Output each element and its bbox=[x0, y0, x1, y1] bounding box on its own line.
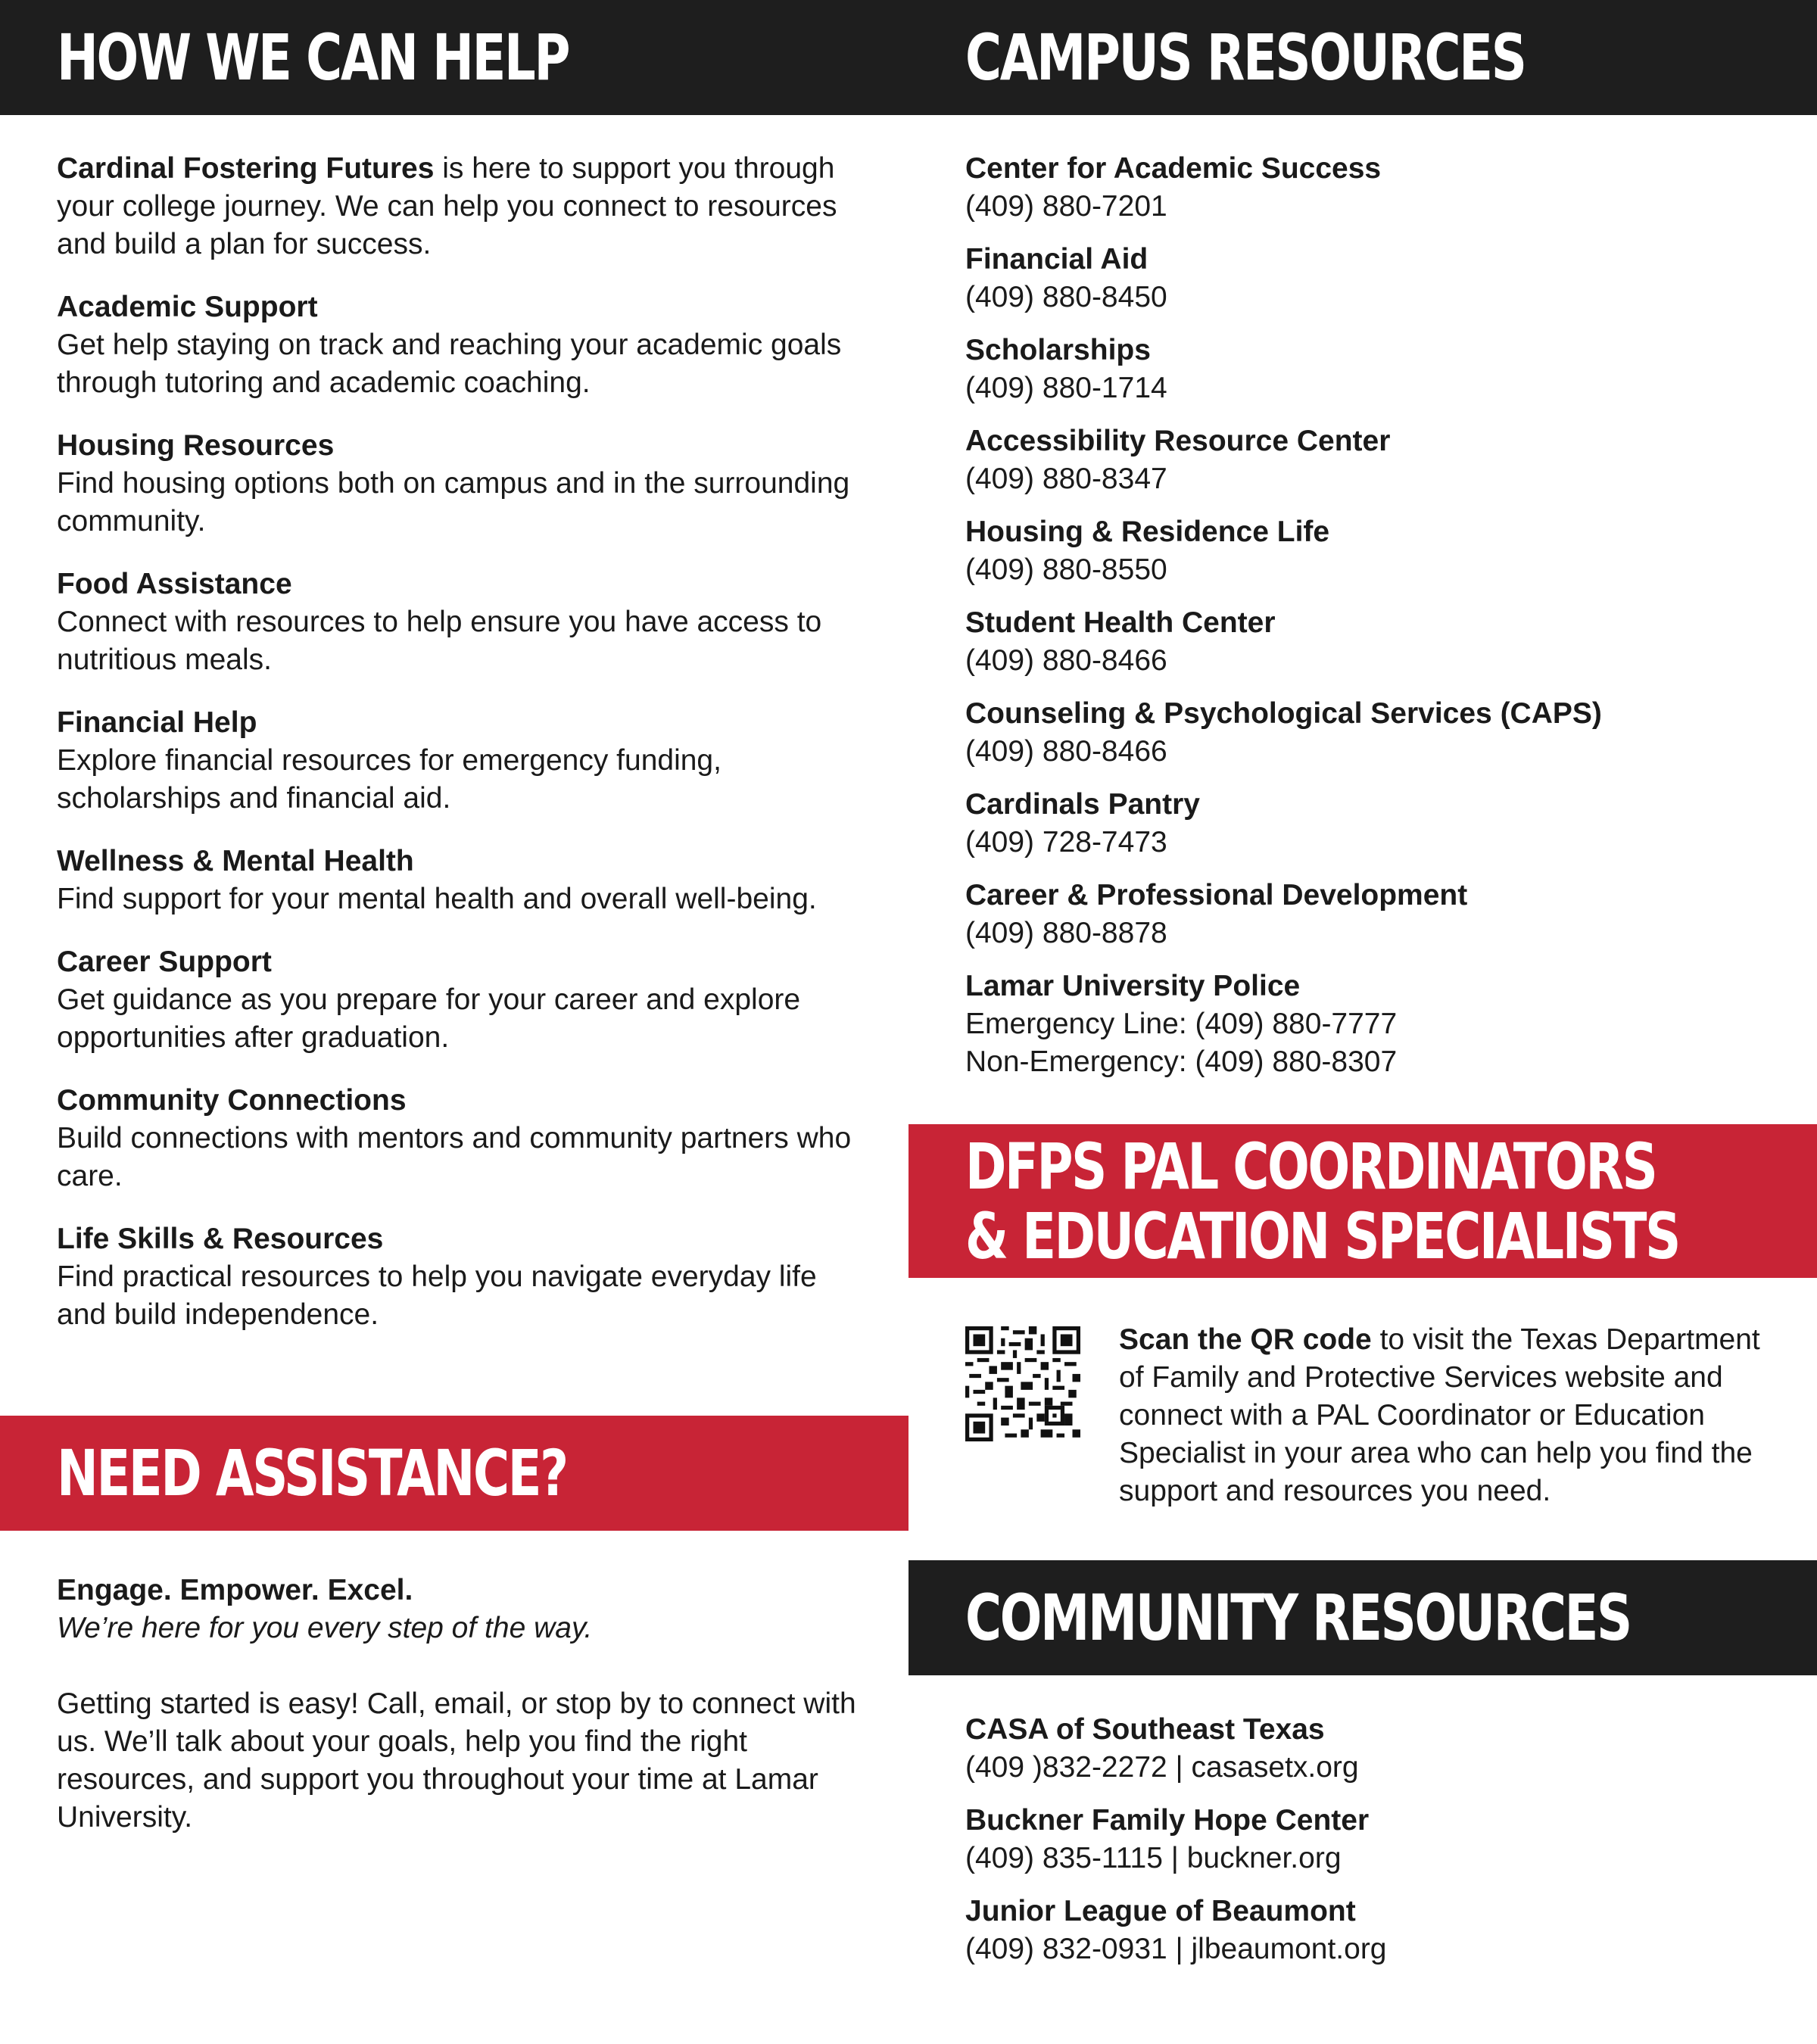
service-item bbox=[57, 1220, 859, 1334]
dfps-heading-line1: DFPS PAL COORDINATORS bbox=[965, 1129, 1656, 1204]
campus-resource bbox=[965, 422, 1768, 498]
campus-resource bbox=[965, 604, 1768, 680]
resource-name: Housing & Residence Life bbox=[965, 516, 1330, 548]
resource-phone: (409) 880-8466 bbox=[965, 735, 1167, 768]
help-intro bbox=[57, 150, 859, 263]
assistance-body: Getting started is easy! Call, email, or stop by to connect with us. We’ll talk about your goals, help you find the right resources, and support you throughout your time at Lamar University. bbox=[57, 1687, 856, 1834]
how-we-can-help-banner bbox=[0, 0, 908, 115]
police-non-emergency-line: Non-Emergency: (409) 880-8307 bbox=[965, 1045, 1398, 1078]
qr-description bbox=[1119, 1321, 1785, 1510]
right-column bbox=[908, 0, 1817, 2044]
need-assistance-banner bbox=[0, 1416, 908, 1531]
service-title: Academic Support bbox=[57, 291, 318, 323]
service-title: Life Skills & Resources bbox=[57, 1223, 384, 1255]
service-title: Housing Resources bbox=[57, 429, 335, 462]
resource-phone: (409) 880-7201 bbox=[965, 190, 1167, 223]
program-name: Cardinal Fostering Futures bbox=[57, 152, 435, 185]
resource-name: Counseling & Psychological Services (CAPS) bbox=[965, 697, 1602, 730]
campus-resources-list bbox=[965, 150, 1768, 1096]
campus-resource bbox=[965, 877, 1768, 952]
service-title: Community Connections bbox=[57, 1084, 407, 1117]
resource-name: Financial Aid bbox=[965, 243, 1148, 276]
resource-name: Junior League of Beaumont bbox=[965, 1895, 1356, 1927]
resource-name: Center for Academic Success bbox=[965, 152, 1382, 185]
campus-resource bbox=[965, 332, 1768, 407]
qr-code-icon[interactable] bbox=[965, 1326, 1080, 1441]
service-title: Wellness & Mental Health bbox=[57, 845, 414, 877]
need-assistance-heading: NEED ASSISTANCE? bbox=[57, 1436, 567, 1510]
resource-phone: (409) 880-8466 bbox=[965, 644, 1167, 677]
service-desc: Connect with resources to help ensure you have access to nutritious meals. bbox=[57, 606, 822, 676]
resource-phone: (409) 880-8878 bbox=[965, 917, 1167, 949]
service-desc: Build connections with mentors and community partners who care. bbox=[57, 1122, 852, 1192]
resource-name: Accessibility Resource Center bbox=[965, 425, 1391, 457]
service-title: Financial Help bbox=[57, 706, 257, 739]
qr-body: to visit the Texas Department of Family and Protective Services website and connect with a PAL Coordinator or Education Specialist in your area who can help you find the support and resources you need. bbox=[1119, 1323, 1760, 1507]
campus-resource bbox=[965, 786, 1768, 862]
service-title: Food Assistance bbox=[57, 568, 292, 600]
campus-resource bbox=[965, 695, 1768, 771]
resource-name: Scholarships bbox=[965, 334, 1151, 366]
assistance-tagline: Engage. Empower. Excel. bbox=[57, 1574, 413, 1606]
resource-name: CASA of Southeast Texas bbox=[965, 1713, 1325, 1746]
resource-phone: (409) 880-8450 bbox=[965, 281, 1167, 313]
resource-phone: (409) 880-8550 bbox=[965, 553, 1167, 586]
service-desc: Find support for your mental health and overall well-being. bbox=[57, 883, 817, 915]
campus-resources-banner bbox=[908, 0, 1817, 115]
police-emergency-line: Emergency Line: (409) 880-7777 bbox=[965, 1008, 1398, 1040]
campus-resource-police bbox=[965, 967, 1768, 1081]
left-column bbox=[0, 0, 908, 2044]
intro-text: is here to support you through your college journey. We can help you connect to resources and build a plan for success. bbox=[57, 152, 837, 260]
service-item bbox=[57, 943, 859, 1057]
resource-contact: (409) 835-1115 | buckner.org bbox=[965, 1842, 1342, 1874]
community-resource bbox=[965, 1711, 1768, 1787]
resource-name: Lamar University Police bbox=[965, 970, 1301, 1002]
community-resource bbox=[965, 1893, 1768, 1968]
community-resource bbox=[965, 1802, 1768, 1877]
resource-contact: (409 )832-2272 | casasetx.org bbox=[965, 1751, 1359, 1784]
campus-resource bbox=[965, 241, 1768, 316]
service-item bbox=[57, 843, 859, 918]
service-item bbox=[57, 566, 859, 679]
resource-name: Career & Professional Development bbox=[965, 879, 1468, 911]
campus-resources-heading: CAMPUS RESOURCES bbox=[965, 20, 1526, 95]
service-desc: Find practical resources to help you navigate everyday life and build independence. bbox=[57, 1260, 817, 1331]
service-title: Career Support bbox=[57, 946, 272, 978]
qr-instruction: Scan the QR code bbox=[1119, 1323, 1372, 1356]
help-section bbox=[57, 150, 859, 1359]
service-item bbox=[57, 288, 859, 402]
service-desc: Get guidance as you prepare for your career and explore opportunities after graduation. bbox=[57, 983, 801, 1054]
service-item bbox=[57, 427, 859, 541]
service-desc: Find housing options both on campus and in the surrounding community. bbox=[57, 467, 850, 537]
campus-resource bbox=[965, 513, 1768, 589]
resource-contact: (409) 832-0931 | jlbeaumont.org bbox=[965, 1933, 1387, 1965]
community-resources-banner bbox=[908, 1560, 1817, 1675]
dfps-heading-line2: & EDUCATION SPECIALISTS bbox=[965, 1198, 1679, 1273]
community-resources-heading: COMMUNITY RESOURCES bbox=[965, 1581, 1631, 1655]
campus-resource bbox=[965, 150, 1768, 226]
resource-name: Student Health Center bbox=[965, 606, 1276, 639]
service-item bbox=[57, 1082, 859, 1195]
community-resources-list bbox=[965, 1711, 1768, 1983]
service-desc: Explore financial resources for emergency funding, scholarships and financial aid. bbox=[57, 744, 722, 815]
resource-name: Buckner Family Hope Center bbox=[965, 1804, 1370, 1837]
service-desc: Get help staying on track and reaching your academic goals through tutoring and academic coaching. bbox=[57, 329, 842, 399]
service-item bbox=[57, 704, 859, 818]
how-we-can-help-heading: HOW WE CAN HELP bbox=[57, 20, 569, 95]
assistance-subtitle: We’re here for you every step of the way. bbox=[57, 1612, 593, 1644]
resource-phone: (409) 880-8347 bbox=[965, 463, 1167, 495]
resource-name: Cardinals Pantry bbox=[965, 788, 1200, 821]
assistance-section bbox=[57, 1572, 859, 1837]
dfps-banner bbox=[908, 1124, 1817, 1278]
resource-phone: (409) 728-7473 bbox=[965, 826, 1167, 858]
resource-phone: (409) 880-1714 bbox=[965, 372, 1167, 404]
